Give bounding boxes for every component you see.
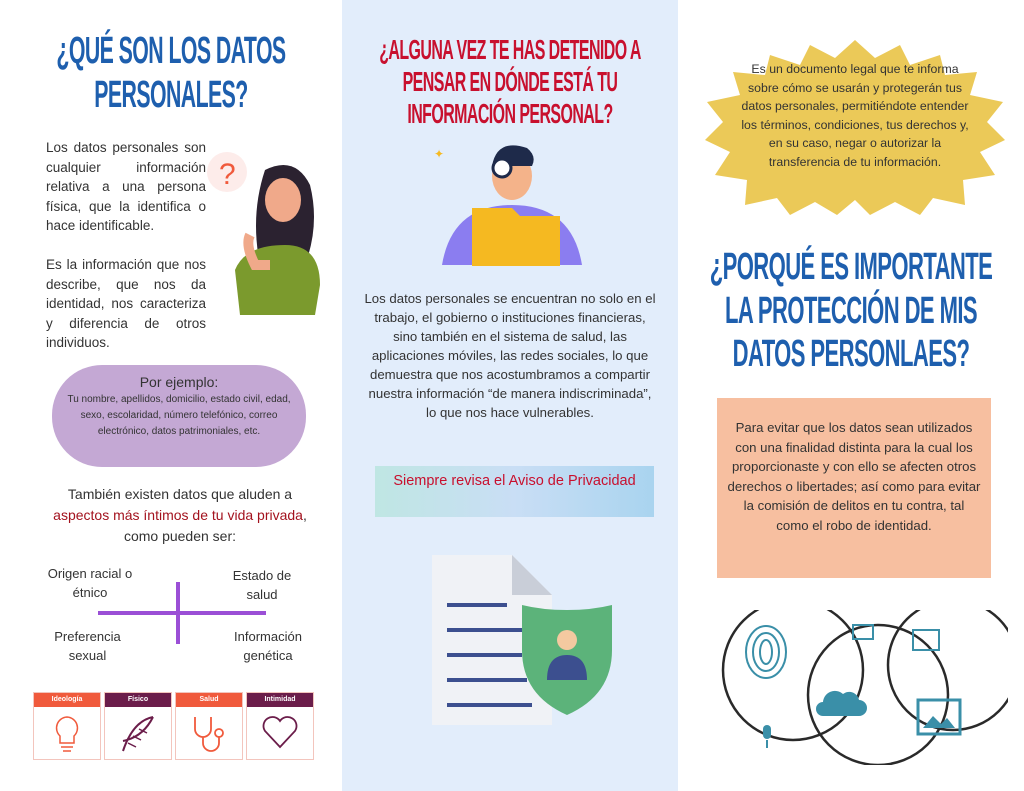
heart-icon: [260, 713, 300, 753]
thinking-woman-illustration: [205, 140, 320, 315]
privacy-notice-callout: Siempre revisa el Aviso de Privacidad: [375, 466, 654, 517]
fingerprint-icon: [746, 626, 786, 678]
card-ideology: [33, 692, 101, 760]
digital-icons-illustration: [718, 610, 1008, 765]
card-label: Físico: [105, 693, 171, 707]
dna-icon: [118, 713, 158, 755]
example-text: Tu nombre, apellidos, domicilio, estado civil, edad, sexo, escolaridad, número telefónico, correo electrónico, datos patrimoniales, etc.: [67, 394, 291, 437]
quadrant-racial: Origen racial o étnico: [47, 566, 133, 600]
example-bubble: [52, 365, 306, 467]
privacy-notice-definition: Es un documento legal que te informa sobre cómo se usarán y protegerán tus datos personales, permitiéndote entender los términos, condiciones, tus derechos y, en su caso, negar o autorizar la transferencia de tu información.: [741, 62, 969, 169]
intro-highlight: aspectos más íntimos de tu vida privada: [53, 507, 303, 523]
title-what-are-personal-data: ¿QUÉ SON LOS DATOS PERSONALES?: [56, 30, 286, 116]
lightbulb-icon: [50, 713, 84, 755]
card-health: [175, 692, 243, 760]
info-location-text: Los datos personales se encuentran no solo en el trabajo, el gobierno o instituciones financieras, sino también en el sistema de salud, las aplicaciones móviles, las redes sociales, lo que demuestra que nos acostumbramos a compartir nuestra información “de manera indiscriminada”, lo que nos hace vulnerables.: [364, 291, 656, 420]
document-shield-illustration: [422, 545, 612, 725]
svg-text:?: ?: [219, 158, 236, 191]
intro-part-1: También existen datos que aluden a: [67, 486, 293, 502]
card-label: Salud: [176, 693, 242, 707]
quadrant-sexual: Preferencia sexual: [54, 629, 121, 663]
quadrant-h-line: [98, 611, 266, 615]
card-label: Intimidad: [247, 693, 313, 707]
definition-text: Los datos personales son cualquier información relativa a una persona física, que la identifica o hace identificable.: [46, 140, 206, 233]
description-text: Es la información que nos describe, que nos da identidad, nos caracteriza y diferencia de otros individuos.: [46, 257, 206, 350]
man-with-magnifier-illustration: [422, 140, 602, 270]
sensitive-data-intro: [40, 484, 320, 547]
card-intimacy: [246, 692, 314, 760]
svg-text:✦: ✦: [434, 147, 445, 161]
card-label: Ideología: [34, 693, 100, 707]
panel-right: [678, 0, 1024, 791]
title-where-is-your-info: ¿ALGUNA VEZ TE HAS DETENIDO A PENSAR EN DÓNDE ESTÁ TU INFORMACIÓN PERSONAL?: [379, 34, 641, 130]
example-title: Por ejemplo:: [139, 374, 219, 390]
quadrant-health: Estado de salud: [232, 568, 292, 602]
card-physical: [104, 692, 172, 760]
microphone-icon: [763, 725, 771, 739]
intro-part-2: , como pueden ser:: [123, 507, 307, 544]
importance-box: Para evitar que los datos sean utilizados con una finalidad distinta para la cual los proporcionaste y con ello se afecten otros derechos o libertades; así como para evitar la comisión de delitos en tu contra, tal como el robo de identidad.: [717, 398, 991, 578]
stethoscope-icon: [187, 713, 231, 755]
title-why-important: ¿PORQUÉ ES IMPORTANTE LA PROTECCIÓN DE MIS DATOS PERSONLAES?: [709, 246, 993, 376]
panel-center: [342, 0, 678, 791]
quadrant-v-line: [176, 582, 180, 644]
quadrant-genetic: Información genética: [234, 629, 302, 663]
monitor-icon: [913, 630, 939, 650]
panel-left: [0, 0, 342, 791]
